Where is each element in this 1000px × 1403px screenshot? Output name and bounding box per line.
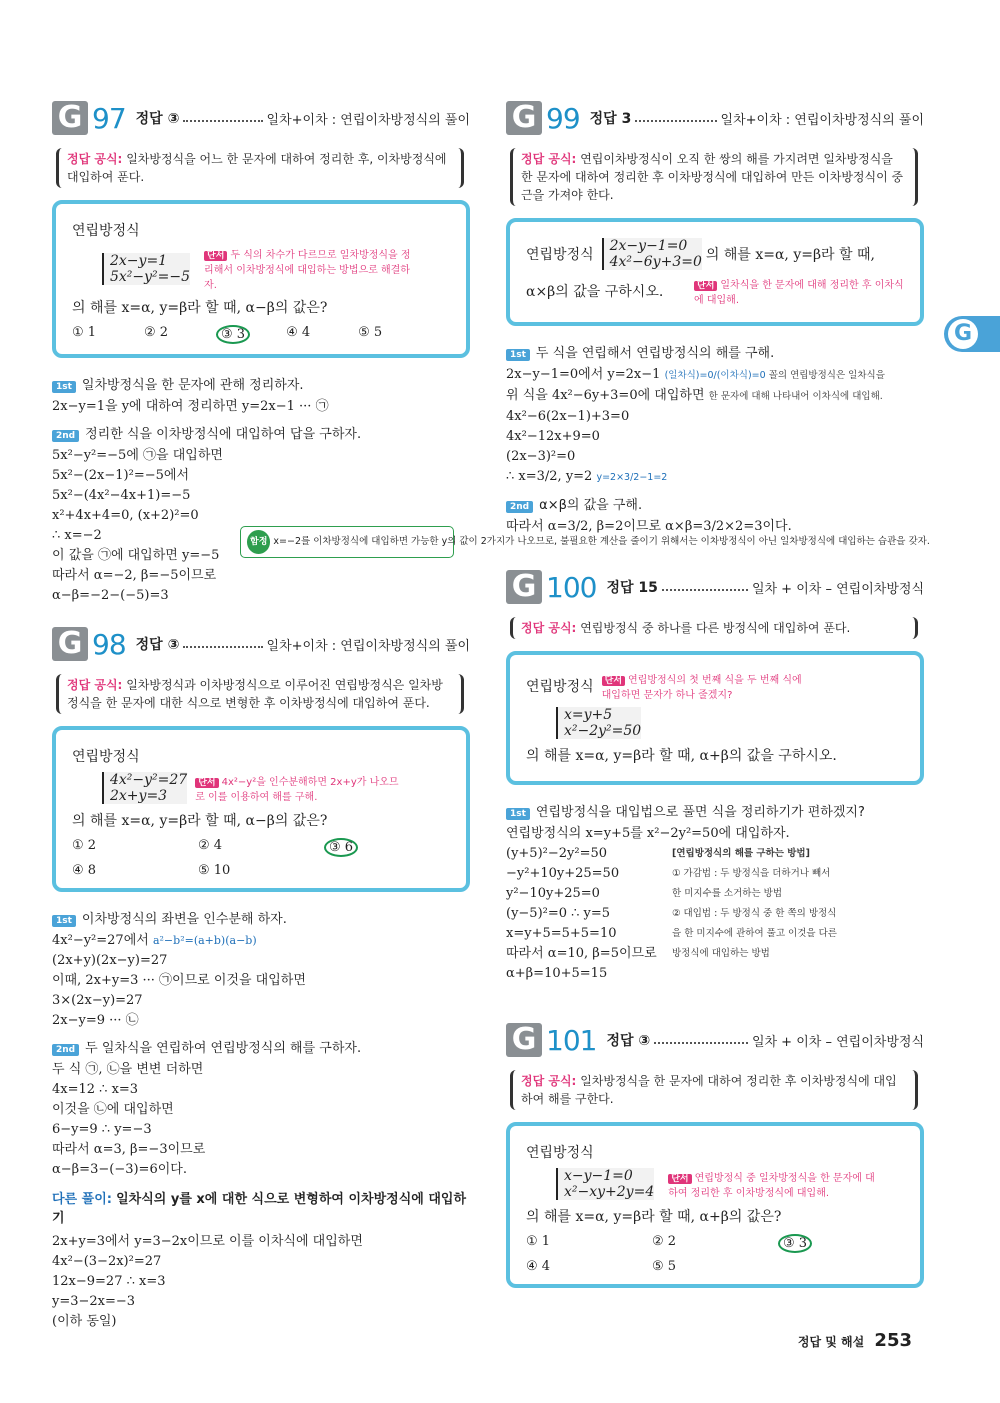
- hint-text: 4x²−y²을 인수분해하면 2x+y가 나오므로 이를 이용하여 해를 구해.: [195, 777, 399, 803]
- step-1-text: 연립방정식을 대입법으로 풀면 식을 정리하기가 편하겠지?: [535, 805, 865, 820]
- step-2-text: α×β의 값을 구해.: [539, 498, 643, 513]
- question-box-101: [506, 1122, 924, 1288]
- solution-line: y²−10y+25=0: [506, 886, 600, 901]
- solution-line: 4x=12 ∴ x=3: [52, 1082, 139, 1097]
- equation-2: 5x²−y²=−5: [110, 268, 191, 285]
- choice-4[interactable]: ④ 4: [526, 1259, 551, 1274]
- alt-title: 일차식의 y를 x에 대한 식으로 변형하여 이차방정식에 대입하기: [52, 1192, 467, 1226]
- step-1: 1st 두 식을 연립해서 연립방정식의 해를 구해.: [506, 342, 924, 361]
- leader-dots: [183, 646, 262, 648]
- solution-line: α−β=3−(−3)=6이다.: [52, 1162, 187, 1177]
- equation-system: [556, 707, 641, 739]
- solution-line: 이 값을 ㉠에 대입하면 y=−5: [52, 548, 220, 563]
- choice-1[interactable]: ① 1: [526, 1234, 551, 1249]
- answer-label: 정답 ③: [606, 1033, 651, 1049]
- question-text: 의 해를 x=α, y=β라 할 때,: [705, 247, 875, 263]
- hint-text: 두 식의 차수가 다르므로 일차방정식을 정리해서 이차방정식에 대입하는 방법으로 해결하자.: [204, 250, 411, 291]
- step-1-text: 일차방정식을 한 문자에 관해 정리하자.: [81, 378, 304, 393]
- solution-line: 4x²−12x+9=0: [506, 429, 600, 444]
- solution-line: (2x+y)(2x−y)=27: [52, 953, 168, 968]
- solution-line: 2x+y=3에서 y=3−2x이므로 이를 이차식에 대입하면: [52, 1234, 363, 1249]
- topic-label: 일차+이차 : 연립이차방정식의 풀이: [266, 638, 470, 654]
- solution-line: −y²+10y+25=50: [506, 866, 620, 881]
- choice-3-selected[interactable]: ③ 3: [778, 1234, 812, 1253]
- solution-line: (2x−3)²=0: [506, 449, 576, 464]
- choice-1[interactable]: ① 2: [72, 838, 97, 853]
- solution-line: 두 식 ㉠, ㉡을 변변 더하면: [52, 1062, 204, 1077]
- problem-number: 98: [92, 627, 126, 661]
- page-footer: [798, 1330, 912, 1351]
- solution-line: 2x−y=9 ··· ㉡: [52, 1013, 139, 1028]
- solution-line: α−β=−2−(−5)=3: [52, 588, 169, 603]
- choice-1[interactable]: ① 1: [72, 325, 97, 340]
- formula-text: 일차방정식을 어느 한 문자에 대하여 정리한 후, 이차방정식에 대입하여 푼다.: [67, 152, 447, 184]
- question-title: 연립방정식: [72, 749, 140, 765]
- question-box-98: [52, 726, 470, 892]
- choice-4[interactable]: ④ 8: [72, 863, 97, 878]
- solution-line: 2x−y=1을 y에 대하여 정리하면 y=2x−1 ··· ㉠: [52, 399, 329, 414]
- hint: [602, 671, 812, 701]
- topic-label: 일차+이차 : 연립이차방정식의 풀이: [266, 112, 470, 128]
- formula-text: 일차방정식과 이차방정식으로 이루어진 연립방정식은 일차방정식을 한 문자에 대한 식으로 변형한 후 이차방정식에 대입하여 푼다.: [67, 678, 443, 710]
- step-2-text: 두 일차식을 연립하여 연립방정식의 해를 구하자.: [85, 1041, 362, 1056]
- choice-5[interactable]: ⑤ 10: [198, 863, 231, 878]
- hint-tag: 단서: [668, 1174, 691, 1184]
- g-label: G: [506, 1023, 542, 1057]
- question-text: 의 해를 x=α, y=β라 할 때, α−β의 값은?: [72, 300, 328, 316]
- page-number: 253: [874, 1330, 912, 1351]
- step-1-text: 두 식을 연립해서 연립방정식의 해를 구해.: [535, 346, 775, 361]
- choice-3-selected[interactable]: ③ 6: [324, 838, 358, 857]
- hint-tag: 단서: [694, 281, 717, 291]
- choices: [526, 1234, 904, 1274]
- g-label: G: [52, 101, 88, 135]
- solution-99: [506, 365, 924, 488]
- formula-label: 정답 공식:: [521, 152, 577, 166]
- equation-2: x²−xy+2y=4: [564, 1184, 655, 1200]
- solution-line: 4x²−6(2x−1)+3=0: [506, 409, 630, 424]
- answer-label: 정답 ③: [135, 111, 180, 127]
- question-text: 의 해를 x=α, y=β라 할 때, α+β의 값은?: [526, 1209, 782, 1225]
- answer-formula: [56, 674, 464, 714]
- question-title: 연립방정식: [526, 247, 594, 263]
- choice-4[interactable]: ④ 4: [286, 325, 311, 340]
- problem-number: 101: [546, 1023, 597, 1057]
- method-note: [연립방정식의 해를 구하는 방법] ① 가감법 : 두 방정식을 더하거나 빼서 한 미지수를 소거하는 방법 ② 대입법 : 두 방정식 중 한 쪽의 방정식을 한 미지수에 관하여 풀고 이것을 다른 방정식에 대입하는 방법: [672, 848, 837, 959]
- solution-line: 4x²−(3−2x)²=27: [52, 1254, 162, 1269]
- equation-2: 2x+y=3: [110, 788, 168, 804]
- solution-line: α+β=10+5=15: [506, 966, 608, 981]
- solution-line: 따라서 α=−2, β=−5이므로: [52, 568, 217, 583]
- chapter-g-icon: G: [948, 319, 978, 349]
- step-1-text: 이차방정식의 좌변을 인수분해 하자.: [81, 912, 287, 927]
- problem-101-header: [506, 1020, 924, 1060]
- equation-1: 4x²−y²=27: [110, 772, 188, 788]
- solution-line: 위 식을 4x²−6y+3=0에 대입하면: [506, 388, 705, 403]
- step-2: 2nd 두 일차식을 연립하여 연립방정식의 해를 구하자.: [52, 1037, 470, 1056]
- equation-system: [602, 238, 702, 270]
- solution-line: ∴ x=−2: [52, 528, 102, 543]
- question-text: 의 해를 x=α, y=β라 할 때, α+β의 값을 구하시오.: [526, 748, 837, 764]
- step-1: 1st 일차방정식을 한 문자에 관해 정리하자.: [52, 374, 470, 393]
- question-box-100: [506, 651, 924, 785]
- solution-line: 4x²−y²=27에서: [52, 933, 149, 948]
- answer-formula: [56, 148, 464, 188]
- g-label: G: [52, 627, 88, 661]
- solution-98-cont: [52, 1060, 470, 1180]
- choice-5[interactable]: ⑤ 5: [358, 325, 383, 340]
- solution-line: y=3−2x=−3: [52, 1294, 136, 1309]
- solution-97: [52, 397, 470, 417]
- question-text-2: α×β의 값을 구하시오.: [526, 284, 664, 300]
- equation-1: 2x−y=1: [110, 252, 168, 269]
- problem-number: 97: [92, 101, 126, 135]
- equation-1: x=y+5: [564, 707, 613, 723]
- solution-line: 이것을 ㉡에 대입하면: [52, 1102, 174, 1117]
- side-note: (일차식)=0/(이차식)=0: [664, 370, 766, 381]
- topic-label: 일차 + 이차 – 연립이차방정식: [751, 1034, 924, 1050]
- solution-line: 연립방정식의 x=y+5를 x²−2y²=50에 대입하자.: [506, 826, 790, 841]
- hint: [195, 773, 405, 803]
- g-label: G: [506, 570, 542, 604]
- alt-label: 다른 풀이:: [52, 1192, 112, 1207]
- equation-1: 2x−y−1=0: [609, 238, 688, 254]
- problem-97-header: [52, 98, 470, 138]
- choice-2[interactable]: ② 2: [144, 325, 169, 340]
- hint-tag: 단서: [195, 778, 218, 788]
- choices: [72, 838, 450, 878]
- leader-dots: [183, 120, 262, 122]
- leader-dots: [654, 1042, 748, 1044]
- equation-system: [102, 772, 187, 804]
- question-title: 연립방정식: [526, 679, 594, 695]
- solution-line: 5x²−(2x−1)²=−5에서: [52, 468, 189, 483]
- solution-line: 이때, 2x+y=3 ··· ㉠이므로 이것을 대입하면: [52, 973, 306, 988]
- footer-label: 정답 및 해설: [797, 1335, 865, 1349]
- solution-line: 따라서 α=3, β=−3이므로: [52, 1142, 206, 1157]
- equation-system: [102, 253, 190, 285]
- choices: [72, 325, 450, 344]
- answer-label: 정답 3: [589, 111, 632, 127]
- solution-line: x²+4x+4=0, (x+2)²=0: [52, 508, 199, 523]
- hint-tag: 단서: [204, 251, 227, 261]
- equation-2: 4x²−6y+3=0: [609, 254, 702, 270]
- question-text: 의 해를 x=α, y=β라 할 때, α−β의 값은?: [72, 813, 328, 829]
- formula-label: 정답 공식:: [67, 152, 123, 166]
- alt-solution-lines: [52, 1232, 470, 1332]
- equation-system: [556, 1168, 654, 1200]
- solution-line: 2x−y−1=0에서 y=2x−1: [506, 367, 661, 382]
- solution-100: [506, 824, 924, 984]
- answer-formula: [510, 617, 918, 639]
- equation-2: x²−2y²=50: [564, 723, 642, 739]
- hint-text: 연립방정식의 첫 번째 식을 두 번째 식에 대입하면 문자가 하나 줄겠지?: [601, 675, 802, 701]
- equation-1: x−y−1=0: [564, 1168, 633, 1184]
- hint-tag: 단서: [602, 676, 625, 686]
- answer-formula: [510, 1070, 918, 1110]
- formula-text: 연립이차방정식이 오직 한 쌍의 해를 가지려면 일차방정식을 한 문자에 대하여 정리한 후 이차방정식에 대입하여 만든 이차방정식이 중근을 가져야 한다.: [521, 152, 904, 202]
- answer-label: 정답 ③: [135, 637, 180, 653]
- problem-99-header: [506, 98, 924, 138]
- chapter-side-tab[interactable]: [944, 316, 1000, 352]
- side-note: 한 문자에 대해 나타내어 이차식에 대입해.: [708, 391, 883, 402]
- solution-98: [52, 931, 470, 1031]
- question-box-97: [52, 200, 470, 358]
- step-2: 2nd α×β의 값을 구해.: [506, 494, 924, 513]
- solution-line: 따라서 α=3/2, β=2이므로 α×β=3/2×2=3이다.: [506, 519, 792, 534]
- problem-100-header: [506, 567, 924, 607]
- problem-98-header: [52, 624, 470, 664]
- step-1: 1st 이차방정식의 좌변을 인수분해 하자.: [52, 908, 470, 927]
- choice-5[interactable]: ⑤ 5: [652, 1259, 677, 1274]
- leader-dots: [662, 589, 748, 591]
- question-title: 연립방정식: [72, 223, 140, 239]
- formula-label: 정답 공식:: [67, 678, 123, 692]
- step-1: 1st 연립방정식을 대입법으로 풀면 식을 정리하기가 편하겠지?: [506, 801, 924, 820]
- solution-line: 5x²−(4x²−4x+1)=−5: [52, 488, 191, 503]
- choice-2[interactable]: ② 2: [652, 1234, 677, 1249]
- question-box-99: [506, 218, 924, 326]
- alternative-solution: [52, 1188, 470, 1226]
- formula-text: 일차방정식을 한 문자에 대하여 정리한 후 이차방정식에 대입하여 해를 구한다.: [521, 1074, 897, 1106]
- solution-line: 12x−9=27 ∴ x=3: [52, 1274, 166, 1289]
- solution-line: 6−y=9 ∴ y=−3: [52, 1122, 152, 1137]
- answer-label: 정답 15: [606, 580, 658, 596]
- hint-text: 연립방정식 중 일차방정식을 한 문자에 대하여 정리한 후 이차방정식에 대입해.: [668, 1173, 875, 1199]
- problem-number: 100: [546, 570, 597, 604]
- choice-3-selected[interactable]: ③ 3: [216, 325, 250, 344]
- side-note: y=2×3/2−1=2: [596, 472, 668, 483]
- hint: [694, 276, 904, 306]
- question-title: 연립방정식: [526, 1145, 594, 1161]
- factor-note: a²−b²=(a+b)(a−b): [152, 934, 257, 947]
- solution-line: x=y+5=5+5=10: [506, 926, 617, 941]
- choice-2[interactable]: ② 4: [198, 838, 223, 853]
- leader-dots: [635, 120, 716, 122]
- topic-label: 일차 + 이차 – 연립이차방정식: [751, 581, 924, 597]
- trap-text: x=−2를 이차방정식에 대입하면 가능한 y의 값이 2가지가 나오므로, 불필요한 계산을 줄이기 위해서는 이차방정식이 아닌 일차방정식에 대입하는 습관을 갖자.: [273, 536, 930, 547]
- hint: [668, 1169, 878, 1199]
- hint: [204, 246, 414, 291]
- solution-line: ∴ x=3/2, y=2: [506, 469, 593, 484]
- solution-line: (y+5)²−2y²=50: [506, 846, 608, 861]
- formula-label: 정답 공식:: [521, 1074, 577, 1088]
- step-2-text: 정리한 식을 이차방정식에 대입하여 답을 구하자.: [85, 427, 362, 442]
- answer-formula: [510, 148, 918, 206]
- solution-line: (이하 동일): [52, 1314, 117, 1329]
- topic-label: 일차+이차 : 연립이차방정식의 풀이: [720, 112, 924, 128]
- formula-label: 정답 공식:: [521, 621, 577, 635]
- solution-99-cont: [506, 517, 924, 537]
- solution-line: 따라서 α=10, β=5이므로: [506, 946, 657, 961]
- g-label: G: [506, 101, 542, 135]
- formula-text: 연립방정식 중 하나를 다른 방정식에 대입하여 푼다.: [580, 621, 851, 635]
- right-column: [506, 98, 924, 1304]
- trap-badge: 함정: [247, 530, 270, 554]
- solution-line: 3×(2x−y)=27: [52, 993, 143, 1008]
- solution-line: (y−5)²=0 ∴ y=5: [506, 906, 611, 921]
- problem-number: 99: [546, 101, 580, 135]
- step-2: 2nd 정리한 식을 이차방정식에 대입하여 답을 구하자.: [52, 423, 470, 442]
- solution-line: 5x²−y²=−5에 ㉠을 대입하면: [52, 448, 223, 463]
- side-note: 꼴의 연립방정식은 일차식을: [768, 370, 885, 381]
- hint-text: 일차식을 한 문자에 대해 정리한 후 이차식에 대입해.: [694, 280, 904, 306]
